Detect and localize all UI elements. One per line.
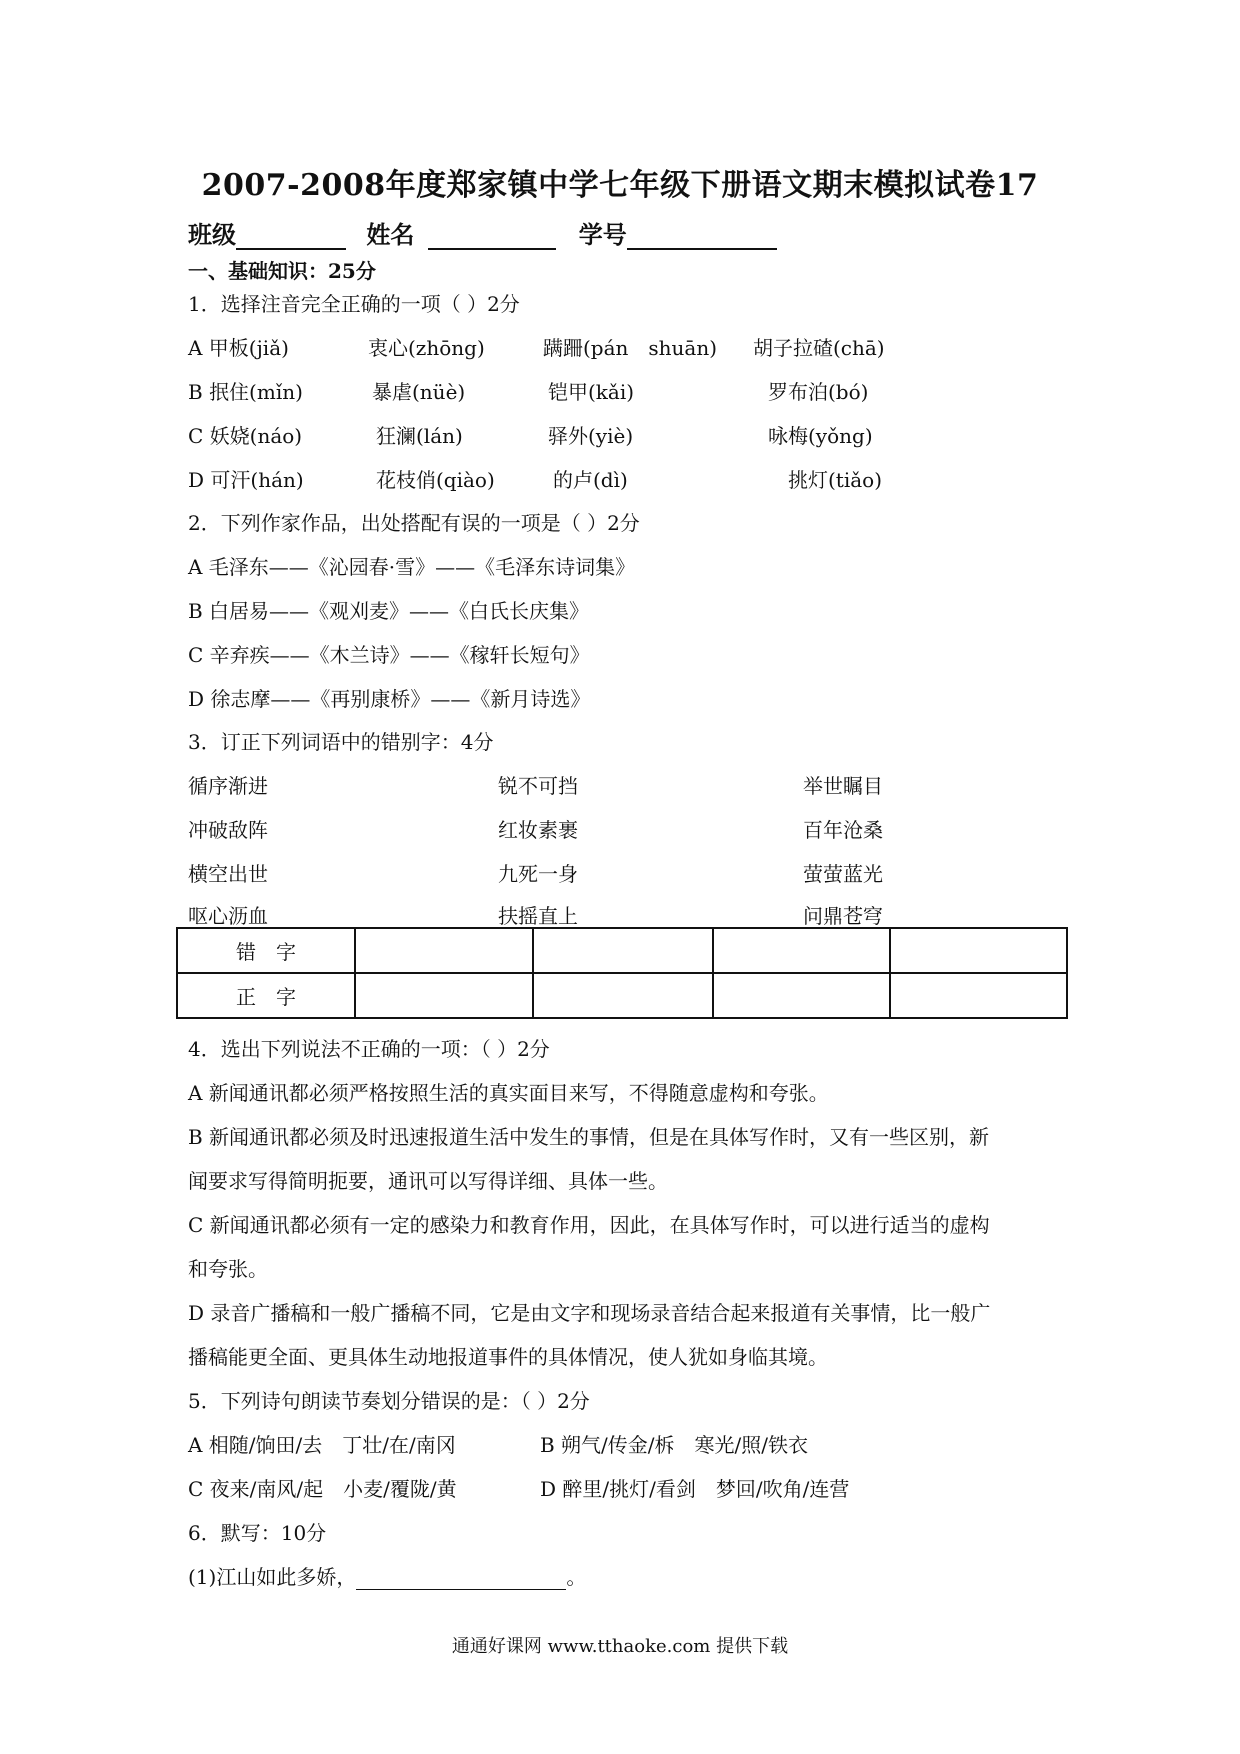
q1-option-c-3: 驿外(yiè) <box>548 424 634 448</box>
answer-cell[interactable] <box>533 928 713 973</box>
q3-word: 萤萤蓝光 <box>803 862 883 886</box>
q3-word: 循序渐进 <box>188 774 268 798</box>
page-footer: 通通好课网 www.tthaoke.com 提供下载 <box>451 1636 789 1657</box>
q1-option-d-3: 的卢(dì) <box>553 468 628 492</box>
q1-option-a-1: A 甲板(jiǎ) <box>188 336 289 360</box>
q5-option-a: A 相随/饷田/去 丁壮/在/南冈 <box>188 1433 456 1457</box>
q5-option-b: B 朔气/传金/柝 寒光/照/铁衣 <box>540 1433 809 1457</box>
answer-cell[interactable] <box>890 928 1067 973</box>
question-4-stem: 4．选出下列说法不正确的一项：（ ）2分 <box>188 1037 550 1061</box>
correction-table <box>176 927 1068 1019</box>
q3-word: 举世瞩目 <box>803 774 883 798</box>
class-label: 班级 <box>188 220 236 249</box>
q6-item-1-end: 。 <box>566 1565 587 1589</box>
q1-option-c-1: C 妖娆(náo) <box>188 424 303 448</box>
q6-item-1 <box>188 1561 586 1590</box>
q1-option-d-4: 挑灯(tiǎo) <box>788 468 883 492</box>
q1-option-b-2: 暴虐(nüè) <box>372 380 466 404</box>
q1-option-c-4: 咏梅(yǒng) <box>768 424 873 448</box>
id-label: 学号 <box>578 220 627 249</box>
question-2-stem: 2．下列作家作品，出处搭配有误的一项是（ ）2分 <box>188 511 640 535</box>
q2-option-d: D 徐志摩——《再别康桥》——《新月诗选》 <box>188 687 591 711</box>
wrong-char-label: 错字 <box>177 928 355 973</box>
answer-cell[interactable] <box>713 928 890 973</box>
q3-word: 九死一身 <box>498 862 578 886</box>
answer-cell[interactable] <box>533 973 713 1018</box>
q3-word: 问鼎苍穹 <box>803 904 883 928</box>
q1-option-b-4: 罗布泊(bó) <box>768 380 869 404</box>
table-row <box>177 928 1067 973</box>
q1-option-a-3: 蹒跚(pán shuān) <box>543 336 718 360</box>
q1-option-d-1: D 可汗(hán) <box>188 468 304 492</box>
q3-word: 锐不可挡 <box>498 774 578 798</box>
q1-option-d-2: 花枝俏(qiào) <box>376 468 495 492</box>
q3-word: 呕心沥血 <box>188 904 268 928</box>
q5-option-c: C 夜来/南风/起 小麦/覆陇/黄 <box>188 1477 457 1501</box>
q4-line: 播稿能更全面、更具体生动地报道事件的具体情况，使人犹如身临其境。 <box>188 1345 828 1369</box>
q4-line: 和夸张。 <box>188 1257 268 1281</box>
q1-option-b-1: B 抿住(mǐn) <box>188 380 303 404</box>
q6-item-1-text: (1)江山如此多娇， <box>188 1565 357 1589</box>
question-6-stem: 6．默写：10分 <box>188 1521 327 1545</box>
q1-option-c-2: 狂澜(lán) <box>376 424 463 448</box>
name-label: 姓名 <box>366 220 415 249</box>
q4-line: C 新闻通讯都必须有一定的感染力和教育作用，因此，在具体写作时，可以进行适当的虚构 <box>188 1213 990 1237</box>
q3-word: 百年沧桑 <box>803 818 883 842</box>
q6-item-1-blank[interactable] <box>356 1569 566 1590</box>
q4-line: D 录音广播稿和一般广播稿不同，它是由文字和现场录音结合起来报道有关事情，比一般广 <box>188 1301 991 1325</box>
q3-word: 红妆素裹 <box>498 818 578 842</box>
question-5-stem: 5．下列诗句朗读节奏划分错误的是：（ ）2分 <box>188 1389 590 1413</box>
answer-cell[interactable] <box>355 973 533 1018</box>
q3-word: 冲破敌阵 <box>188 818 268 842</box>
q4-line: A 新闻通讯都必须严格按照生活的真实面目来写，不得随意虚构和夸张。 <box>188 1081 829 1105</box>
right-char-label: 正字 <box>177 973 355 1018</box>
answer-cell[interactable] <box>355 928 533 973</box>
q2-option-b: B 白居易——《观刈麦》——《白氏长庆集》 <box>188 599 590 623</box>
q4-line: B 新闻通讯都必须及时迅速报道生活中发生的事情，但是在具体写作时，又有一些区别，新 <box>188 1125 990 1149</box>
q3-word: 横空出世 <box>188 862 268 886</box>
question-3-stem: 3．订正下列词语中的错别字：4分 <box>188 730 494 754</box>
section-heading-basic: 一、基础知识：25分 <box>188 259 376 283</box>
q2-option-a: A 毛泽东——《沁园春·雪》——《毛泽东诗词集》 <box>188 555 636 579</box>
q5-option-d: D 醉里/挑灯/看剑 梦回/吹角/连营 <box>540 1477 850 1501</box>
table-row <box>177 973 1067 1018</box>
question-1-stem: 1．选择注音完全正确的一项（ ）2分 <box>188 292 520 316</box>
q1-option-a-2: 衷心(zhōng) <box>368 336 485 360</box>
q1-option-a-4: 胡子拉碴(chā) <box>753 336 885 360</box>
q4-line: 闻要求写得简明扼要，通讯可以写得详细、具体一些。 <box>188 1169 668 1193</box>
class-blank[interactable] <box>236 222 346 250</box>
q3-word: 扶摇直上 <box>498 904 578 928</box>
id-blank[interactable] <box>627 222 777 250</box>
name-blank[interactable] <box>428 222 556 250</box>
q1-option-b-3: 铠甲(kǎi) <box>548 380 635 404</box>
answer-cell[interactable] <box>713 973 890 1018</box>
exam-title: 2007-2008年度郑家镇中学七年级下册语文期末模拟试卷17 <box>201 168 1039 203</box>
q2-option-c: C 辛弃疾——《木兰诗》——《稼轩长短句》 <box>188 643 590 667</box>
answer-cell[interactable] <box>890 973 1067 1018</box>
student-info-row <box>188 215 777 250</box>
